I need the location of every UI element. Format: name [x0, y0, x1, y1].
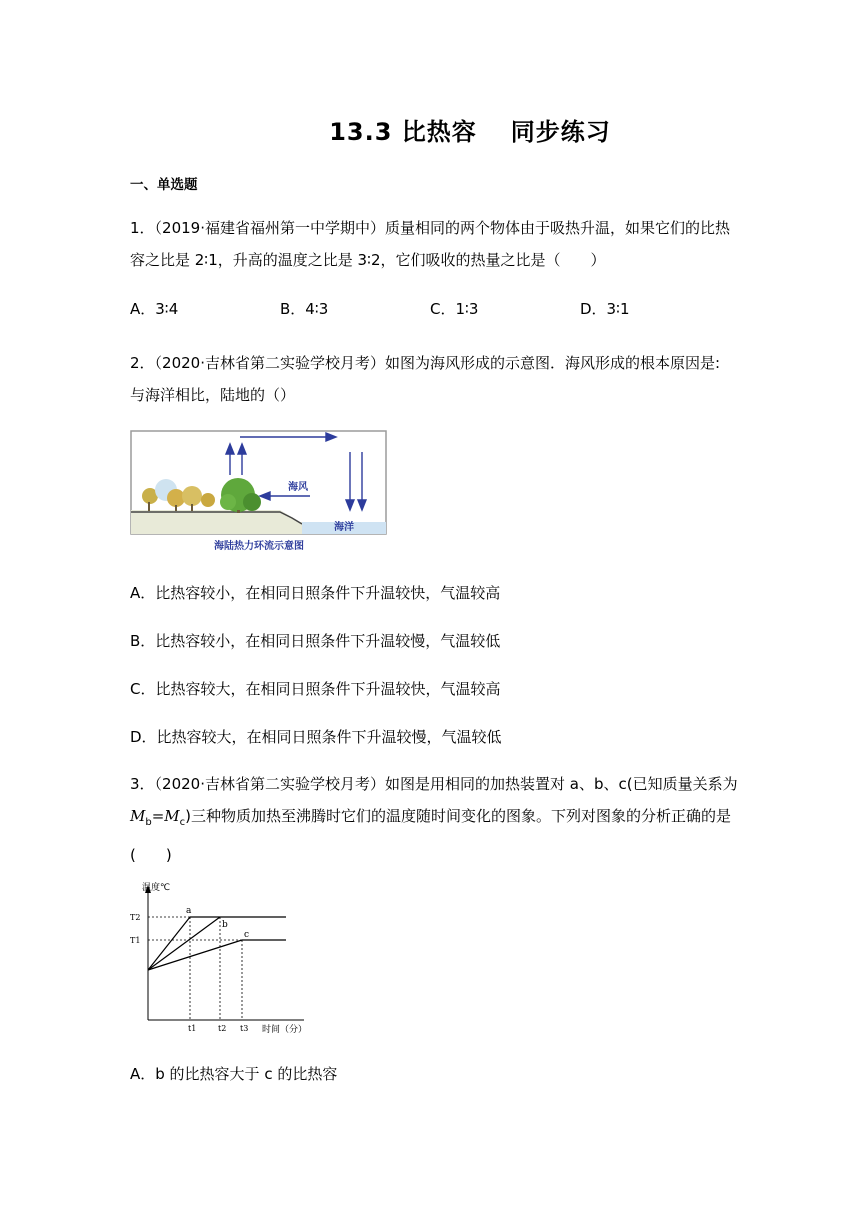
wind-label: 海风 — [288, 482, 308, 493]
title-sub: 同步练习 — [510, 118, 611, 146]
question-2-option-d[interactable]: D．比热容较大，在相同日照条件下升温较慢，气温较低 — [130, 728, 502, 746]
question-3-line-3: ( ) — [130, 846, 172, 864]
question-2-line-2: 与海洋相比，陆地的（） — [130, 386, 296, 404]
label-c: c — [244, 930, 250, 940]
y-axis-label: 温度℃ — [142, 883, 171, 893]
tick-T2: T2 — [130, 913, 141, 922]
option-c[interactable]: C．1∶3 — [430, 300, 479, 318]
question-3 — [130, 768, 820, 871]
sea-breeze-diagram — [130, 430, 388, 554]
question-2-option-a[interactable]: A．比热容较小，在相同日照条件下升温较快，气温较高 — [130, 584, 501, 602]
question-2 — [130, 347, 820, 411]
section-heading: 一、单选题 — [130, 177, 198, 193]
tick-t1: t1 — [188, 1024, 197, 1033]
option-b[interactable]: B．4∶3 — [280, 300, 329, 318]
title-main: 13.3 比热容 — [329, 118, 477, 146]
tick-T1: T1 — [130, 936, 141, 945]
question-1-line-1: 1．（2019·福建省福州第一中学期中）质量相同的两个物体由于吸热升温，如果它们的比热 — [130, 219, 730, 237]
question-1-line-2: 容之比是 2∶1，升高的温度之比是 3∶2，它们吸收的热量之比是（ ） — [130, 251, 606, 269]
question-2-option-c[interactable]: C．比热容较大，在相同日照条件下升温较快，气温较高 — [130, 680, 501, 698]
tick-t2: t2 — [218, 1024, 227, 1033]
question-2-option-b[interactable]: B．比热容较小，在相同日照条件下升温较慢，气温较低 — [130, 632, 501, 650]
label-a: a — [186, 906, 192, 916]
option-a[interactable]: A．3∶4 — [130, 300, 179, 318]
page-title — [0, 112, 860, 147]
sea-label: 海洋 — [334, 522, 354, 533]
question-1 — [130, 212, 820, 276]
question-3-option-a[interactable]: A．b 的比热容大于 c 的比热容 — [130, 1065, 338, 1083]
diagram-caption: 海陆热力环流示意图 — [214, 541, 304, 552]
question-2-line-1: 2．（2020·吉林省第二实验学校月考）如图为海风形成的示意图．海风形成的根本原因是: — [130, 354, 721, 372]
question-3-line-1: 3．（2020·吉林省第二实验学校月考）如图是用相同的加热装置对 a、b、c(已知质量关系为 — [130, 775, 738, 793]
tick-t3: t3 — [240, 1024, 249, 1033]
x-axis-label: 时间（分） — [262, 1025, 308, 1035]
option-d[interactable]: D．3∶1 — [580, 300, 630, 318]
curve-c — [148, 940, 242, 970]
temperature-time-graph — [126, 880, 336, 1036]
question-3-line-2: $M_b=M_c$)三种物质加热至沸腾时它们的温度随时间变化的图象。下列对图象的分析正确的是 — [130, 807, 732, 828]
label-b: b — [222, 920, 228, 930]
